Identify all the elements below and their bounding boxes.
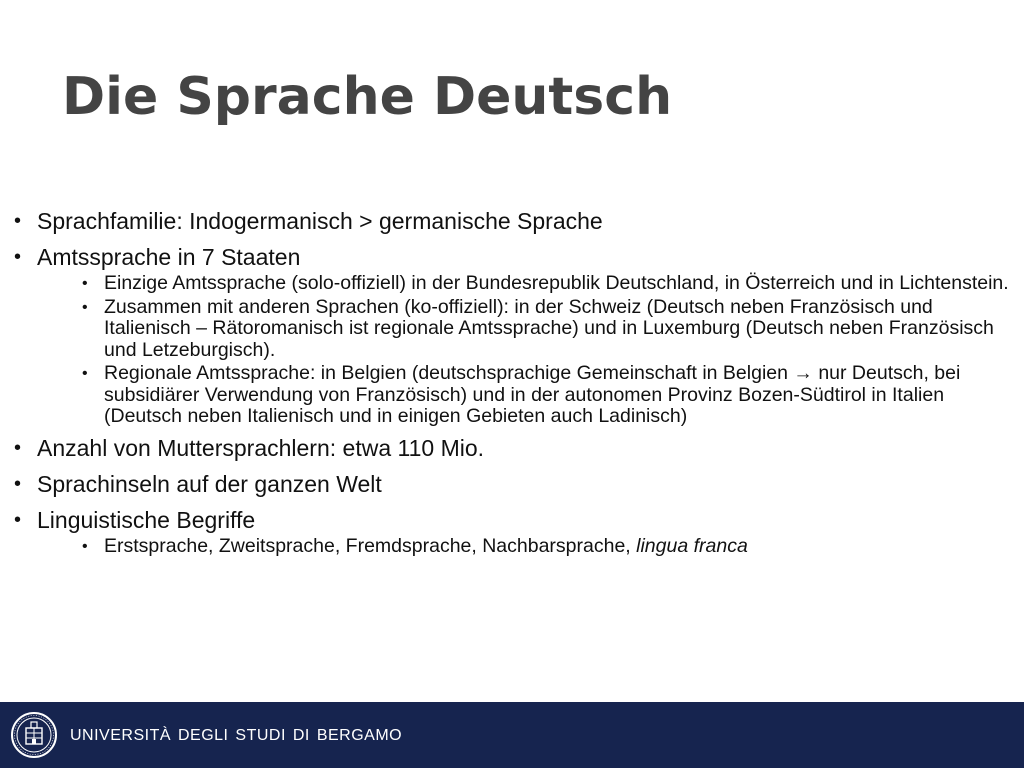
- university-seal-icon: [10, 711, 58, 759]
- sub-bullet-text: nur Deutsch, bei subsidiärer Verwendung von Französisch) und in der autonomen Provinz Bozen-Südtirol in Italien (Deutsch neben Italienisch und in einigen Gebieten auch Ladinisch): [104, 362, 961, 427]
- bullet-text: Sprachfamilie: Indogermanisch > germanische Sprache: [37, 208, 603, 234]
- bullet-text: Anzahl von Muttersprachlern: etwa 110 Mio.: [37, 434, 485, 461]
- bullet-icon: •: [14, 246, 22, 268]
- bullet-icon: •: [14, 472, 22, 495]
- list-item: [14, 433, 1014, 464]
- university-name: UNIVERSITÀ DEGLI STUDI DI BERGAMO: [70, 727, 403, 744]
- slide-title: Die Sprache Deutsch: [62, 67, 673, 127]
- sub-bullet-list: [82, 536, 1014, 558]
- sub-bullet-text: Regionale Amtssprache: in Belgien (deutschsprachige Gemeinschaft in Belgien: [104, 362, 794, 384]
- bullet-icon: •: [14, 436, 22, 459]
- slide-content: [14, 206, 1014, 562]
- bullet-icon: •: [82, 365, 88, 382]
- sub-bullet-text: Erstsprache, Zweitsprache, Fremdsprache, Nachbarsprache,: [104, 534, 637, 557]
- sub-bullet-text: Einzige Amtssprache (solo-offiziell) in der Bundesrepublik Deutschland, in Österreich und in Lichtenstein.: [104, 272, 1009, 294]
- list-item: [14, 469, 1014, 500]
- bullet-icon: •: [82, 298, 88, 316]
- bullet-icon: •: [82, 275, 88, 292]
- sub-bullet-text: Zusammen mit anderen Sprachen (ko-offiziell): in der Schweiz (Deutsch neben Französisch und Italienisch – Rätoromanisch ist regionale Amtssprache) und in Luxemburg (Deutsch neben Französisch und Letzeburgisch).: [104, 295, 994, 361]
- arrow-right-icon: →: [793, 362, 813, 384]
- sub-list-item: [82, 363, 1014, 428]
- bullet-icon: •: [82, 537, 88, 555]
- bullet-icon: •: [14, 508, 22, 531]
- list-item: [14, 505, 1014, 558]
- sub-list-item: [82, 273, 1014, 295]
- bullet-text: Linguistische Begriffe: [37, 506, 256, 533]
- bullet-text: Sprachinseln auf der ganzen Welt: [37, 470, 382, 497]
- sub-list-item: [82, 297, 1014, 362]
- bullet-icon: •: [14, 210, 22, 232]
- sub-bullet-list: [82, 273, 1014, 428]
- list-item: [14, 242, 1014, 428]
- bullet-list: [14, 206, 1014, 557]
- list-item: [14, 206, 1014, 237]
- sub-bullet-italic-text: lingua franca: [636, 534, 748, 557]
- bullet-text: Amtssprache in 7 Staaten: [37, 244, 301, 270]
- footer-bar: [0, 702, 1024, 768]
- sub-list-item: [82, 536, 1014, 558]
